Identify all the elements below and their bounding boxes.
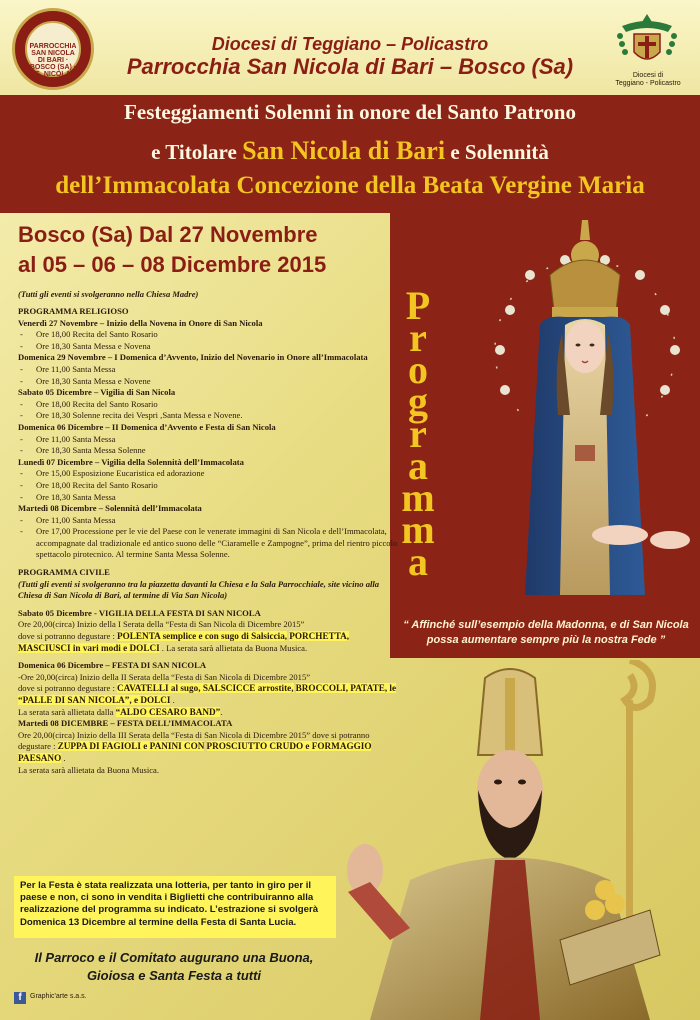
lottery-notice: Per la Festa è stata realizzata una lotteria, per tanto in giro per il paese e non, ci sono in vendita i Biglietti che contribuiranno alla realizzazione del programma su indicato. L’estrazione si svolgerà Domenica 13 Dicembre al termine della Festa di Santa Lucia. (14, 876, 336, 938)
title-line2-pre: e Titolare (151, 140, 243, 164)
title-line2-post: e Solennità (445, 140, 549, 164)
religious-day-6: Martedì 08 Dicembre – Solennità dell’Immacolata (18, 503, 202, 514)
religious-item: - Ore 18,00 Recita del Santo Rosario (18, 329, 398, 341)
programma-letter: a (408, 443, 428, 488)
menu-post: . (61, 752, 66, 763)
programma-letter: g (408, 379, 428, 424)
religious-day-3: Sabato 05 Dicembre – Vigilia di San Nicola (18, 387, 176, 398)
menu-highlight: ZUPPA DI FAGIOLI e PANINI CON (57, 741, 205, 752)
programma-letter: r (409, 315, 427, 360)
seal-inner (25, 21, 81, 77)
civil-item: La serata sarà allietata da Buona Musica. (18, 764, 160, 775)
religious-item: - Ore 17,00 Processione per le vie del Paese con le venerate immagini di San Nicola e dell’Immacolata, accompagnate dal tradizionale ed antico suono delle “Ciaramelle e Zampogne”, prima del rientro piccolo spettacolo pirotecnico. Al termine Santa Messa Solenne. (18, 526, 398, 561)
madonna-statue-image (470, 215, 695, 600)
religious-item: - Ore 18,30 Santa Messa Solenne (18, 445, 398, 457)
parish-title: Parrocchia San Nicola di Bari – Bosco (Sa) (126, 54, 574, 79)
menu-highlight: POLENTA semplice e con sugo di Salsiccia, (117, 631, 288, 642)
menu-highlight: PROSCIUTTO CRUDO e FORMAGGIO PAESANO (18, 741, 372, 763)
religious-day-4: Domenica 06 Dicembre – II Domenica d’Avvento e Festa di San Nicola (18, 421, 276, 432)
dates-line1: Bosco (Sa) Dal 27 Novembre (18, 222, 318, 247)
civil-note: (Tutti gli eventi si svolgeranno tra la piazzetta davanti la Chiesa e la Sala Parrocchiale, site vicino alla Chiesa di San Nicola di Bari, al termine di Via San Nicola) (18, 578, 380, 601)
title-line1: Festeggiamenti Solenni in onore del Santo Patrono (124, 100, 576, 124)
religious-heading: PROGRAMMA RELIGIOSO (18, 306, 129, 316)
civil-menu-3 (18, 730, 398, 765)
civil-day-3: Martedì 08 DICEMBRE – FESTA DELL’IMMACOLATA (18, 718, 233, 729)
crest-caption (600, 72, 696, 88)
civil-menu-2 (18, 683, 398, 706)
religious-day-5: Lunedì 07 Dicembre – Vigilia della Solennità dell’Immacolata (18, 456, 244, 467)
facebook-icon[interactable]: f (14, 992, 26, 1004)
title-line2-saint: San Nicola di Bari (242, 136, 446, 165)
closing-line1: Il Parroco e il Comitato augurano una Buona, (34, 950, 314, 965)
title-line2 (10, 136, 690, 166)
religious-item: - Ore 11,00 Santa Messa (18, 515, 398, 527)
menu-highlight: PORCHETTA, MASCIUSCI in vari modi e DOLCI (18, 631, 350, 653)
civil-band-line (18, 707, 398, 719)
religious-item: - Ore 11,00 Santa Messa (18, 434, 398, 446)
programma-letter: r (409, 411, 427, 456)
menu-post: . (170, 695, 175, 705)
religious-item: - Ore 18,30 Santa Messa e Novene (18, 376, 398, 388)
civil-item: -Ore 20,00(circa) Inizio della II Serata della “Festa di San Nicola di Dicembre 2015” (18, 671, 311, 682)
civil-day-1: Sabato 05 Dicembre - VIGILIA DELLA FESTA DI SAN NICOLA (18, 607, 261, 618)
diocese-title: Diocesi di Teggiano – Policastro (211, 34, 489, 54)
civil-heading: PROGRAMMA CIVILE (18, 567, 110, 578)
programma-letter: P (405, 283, 431, 328)
crest-caption-line2: Teggiano - Policastro (615, 80, 681, 87)
religious-day-2: Domenica 29 Novembre – I Domenica d’Avvento, Inizio del Novenario in Onore all’Immacolata (18, 352, 368, 363)
religious-item: - Ore 18,30 Santa Messa (18, 492, 398, 504)
programma-letter: o (408, 347, 428, 392)
menu-pre: Ore 20,00(circa) Inizio della III Serata della “Festa di San Nicola di Dicembre 2015” dove si potranno degustare : (18, 729, 370, 752)
dates-line2: al 05 – 06 – 08 Dicembre 2015 (18, 252, 327, 277)
programma-letter: m (401, 507, 435, 552)
programma-letter: m (401, 475, 435, 520)
faith-quote: “ Affinché sull’esempio della Madonna, e di San Nicola possa aumentare sempre più la nostra Fede ” (403, 619, 689, 646)
programma-vertical-word (398, 283, 438, 584)
religious-item: - Ore 18,00 Recita del Santo Rosario (18, 399, 398, 411)
band-highlight: “ALDO CESARO BAND” (115, 706, 221, 717)
religious-day-1: Venerdì 27 Novembre – Inizio della Novena in Onore di San Nicola (18, 317, 263, 328)
menu-highlight: CAVATELLI al sugo, SALSCICCE arrostite, (117, 683, 294, 694)
civil-menu-1 (18, 631, 398, 654)
religious-item: - Ore 18,30 Solenne recita dei Vespri ,Santa Messa e Novene. (18, 410, 398, 422)
religious-item: - Ore 18,30 Santa Messa e Novena (18, 341, 398, 353)
civil-item: Ore 20,00(circa) Inizio della I Serata della “Festa di San Nicola di Dicembre 2015” (18, 619, 305, 630)
seal-text: PARROCCHIA SAN NICOLA DI BARI · BOSCO (SA) · S. NICOLA (29, 43, 77, 78)
menu-highlight: BROCCOLI, PATATE, le “PALLE DI SAN NICOLA”, e DOLCI (18, 683, 397, 705)
closing-line2: Gioiosa e Santa Festa a tutti (86, 968, 262, 983)
menu-pre: dove si potranno degustare : (18, 683, 118, 694)
religious-item: - Ore 11,00 Santa Messa (18, 364, 398, 376)
civil-day-2: Domenica 06 Dicembre – FESTA DI SAN NICOLA (18, 660, 207, 671)
crest-caption-line1: Diocesi di (632, 72, 664, 79)
religious-item: - Ore 15,00 Esposizione Eucaristica ed adorazione (18, 468, 398, 480)
parish-seal (12, 8, 94, 90)
band-post: . (220, 706, 223, 717)
menu-post: . La serata sarà allietata da Buona Musica. (159, 642, 308, 653)
menu-pre: dove si potranno degustare : (18, 631, 118, 642)
title-line3: dell’Immacolata Concezione della Beata Vergine Maria (55, 172, 645, 199)
programma-letter: a (408, 539, 428, 584)
location-note: (Tutti gli eventi si svolgeranno nella Chiesa Madre) (18, 289, 199, 299)
program-body (18, 306, 398, 776)
religious-item: - Ore 18,00 Recita del Santo Rosario (18, 480, 398, 492)
diocese-crest-icon (612, 12, 682, 70)
graphic-credit: Graphic'arte s.a.s. (30, 993, 87, 1000)
band-pre: La serata sarà allietata dalla (18, 706, 116, 717)
